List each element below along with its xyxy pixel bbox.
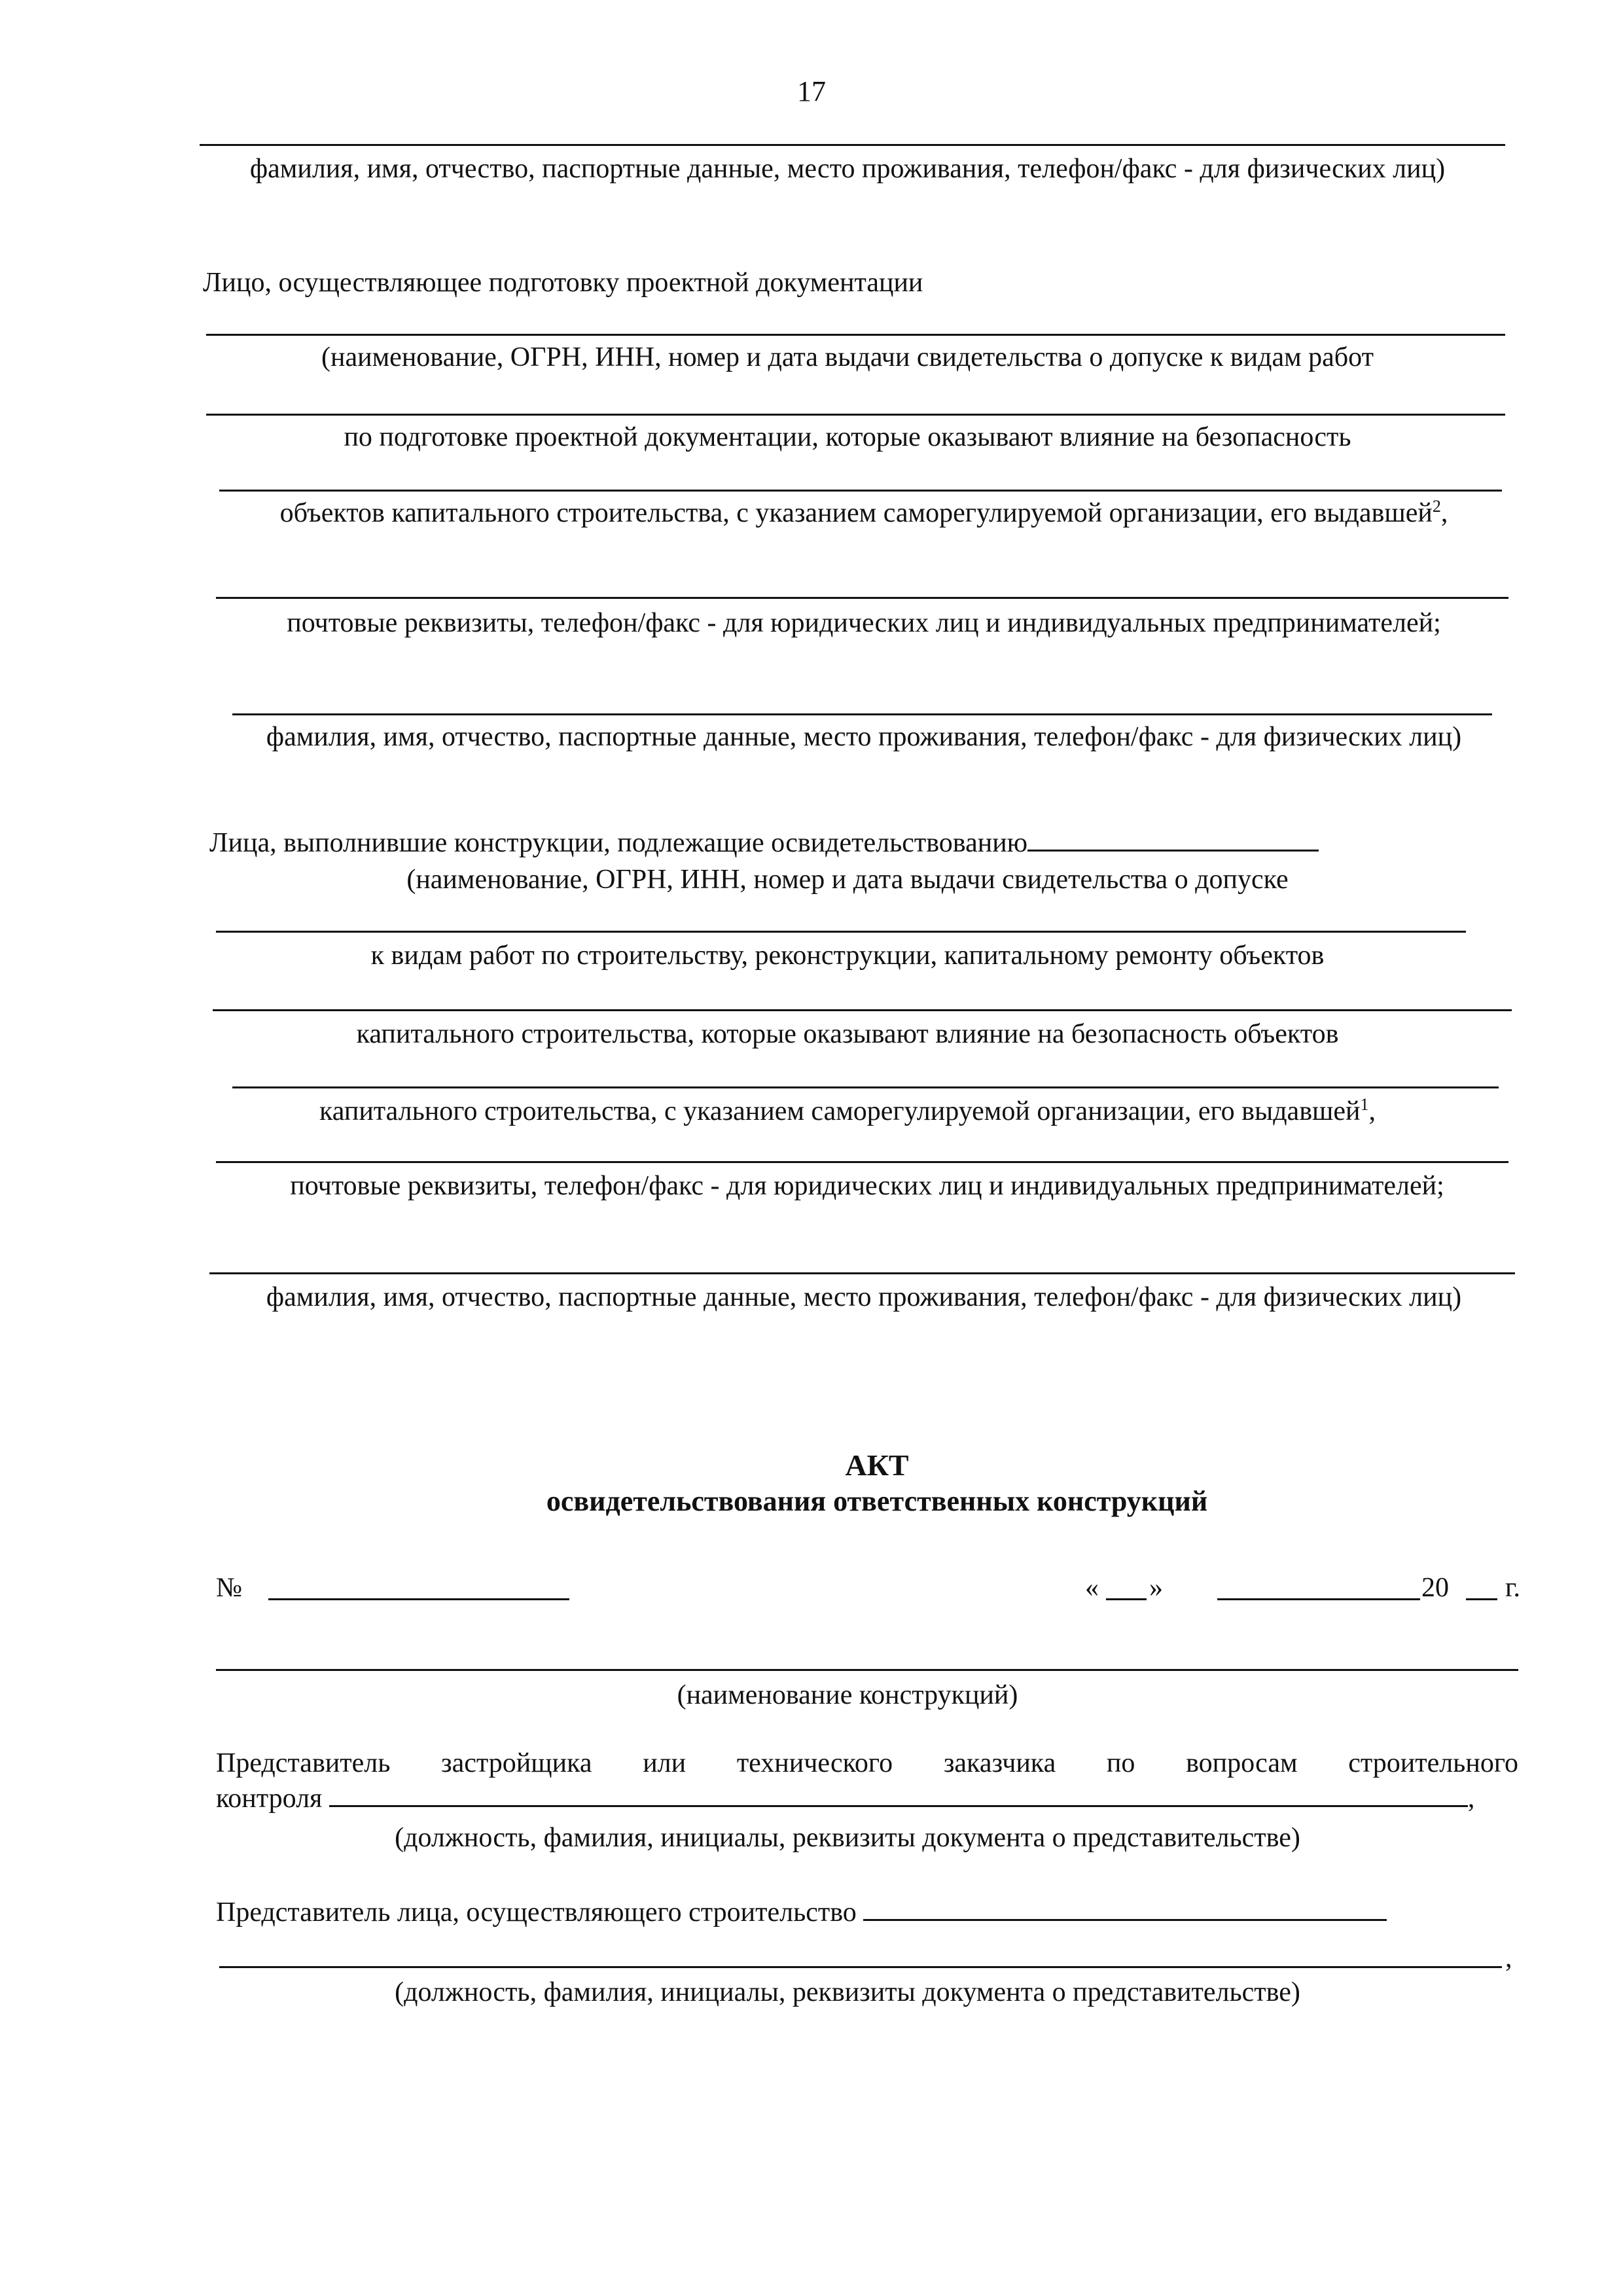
- customer-rep-label-line2: контроля: [216, 1784, 323, 1814]
- year-suffix: г.: [1505, 1573, 1520, 1603]
- act-title: АКТ: [845, 1448, 909, 1482]
- fill-line: [863, 1897, 1387, 1921]
- fill-line: [213, 1009, 1512, 1011]
- builder-rep-tail: ,: [1505, 1943, 1512, 1973]
- year-field: [1466, 1598, 1497, 1600]
- customer-rep-caption: (должность, фамилия, инициалы, реквизиты документа о представительстве): [395, 1823, 1300, 1853]
- builders-caption-6: фамилия, имя, отчество, паспортные данные, место проживания, телефон/факс - для физических лиц): [266, 1282, 1462, 1312]
- fill-line: [219, 490, 1502, 492]
- fill-line: [219, 1966, 1502, 1968]
- builders-caption-1: (наименование, ОГРН, ИНН, номер и дата выдачи свидетельства о допуске: [406, 865, 1289, 895]
- construction-caption: (наименование конструкций): [677, 1680, 1018, 1710]
- fill-line: [216, 1161, 1508, 1163]
- fill-line: [209, 1272, 1515, 1274]
- builders-caption-3: капитального строительства, которые оказывают влияние на безопасность объектов: [356, 1019, 1339, 1049]
- day-field: [1106, 1598, 1147, 1600]
- designer-caption-5: фамилия, имя, отчество, паспортные данные, место проживания, телефон/факс - для физических лиц): [266, 722, 1462, 752]
- builders-label: Лица, выполнившие конструкции, подлежащие освидетельствованию: [209, 828, 1028, 858]
- fill-line: [1027, 827, 1319, 852]
- builder-rep-caption: (должность, фамилия, инициалы, реквизиты документа о представительстве): [395, 1977, 1300, 2007]
- caption-physical-persons: фамилия, имя, отчество, паспортные данные, место проживания, телефон/факс - для физических лиц): [249, 154, 1446, 184]
- quote-open: «: [1085, 1573, 1099, 1603]
- act-subtitle: освидетельствования ответственных конструкций: [546, 1485, 1208, 1517]
- fill-line: [232, 713, 1492, 715]
- page-number: 17: [797, 75, 826, 107]
- fill-line: [216, 597, 1508, 599]
- act-number-sign: №: [216, 1573, 243, 1603]
- fill-line: [206, 334, 1505, 336]
- designer-caption-1: (наименование, ОГРН, ИНН, номер и дата выдачи свидетельства о допуске к видам работ: [321, 342, 1374, 372]
- fill-line: [206, 414, 1505, 416]
- act-number-field: [268, 1598, 569, 1600]
- fill-line: [232, 1086, 1499, 1088]
- builders-caption-4: капитального строительства, с указанием саморегулируемой организации, его выдавшей$^1$,: [319, 1095, 1376, 1126]
- construction-name-field: [216, 1669, 1518, 1671]
- customer-rep-label-line1: Представитель застройщика или технического заказчика по вопросам строительного: [216, 1748, 1518, 1778]
- fill-line: [200, 144, 1505, 146]
- fill-line: [216, 931, 1466, 933]
- builders-label-row: [209, 826, 1518, 861]
- year-prefix: 20: [1421, 1573, 1449, 1603]
- designer-label: Лицо, осуществляющее подготовку проектной документации: [203, 268, 923, 298]
- customer-rep-row: контроля ,: [216, 1784, 1475, 1814]
- fill-line: [329, 1783, 1468, 1807]
- builders-caption-2: к видам работ по строительству, реконструкции, капитальному ремонту объектов: [370, 941, 1325, 971]
- month-field: [1217, 1598, 1420, 1600]
- builders-caption-5: почтовые реквизиты, телефон/факс - для юридических лиц и индивидуальных предпринимателей;: [290, 1171, 1444, 1201]
- builder-rep-row: [216, 1895, 1525, 1931]
- designer-caption-2: по подготовке проектной документации, которые оказывают влияние на безопасность: [344, 422, 1351, 452]
- builder-rep-label: Представитель лица, осуществляющего строительство: [216, 1897, 857, 1928]
- designer-caption-4: почтовые реквизиты, телефон/факс - для юридических лиц и индивидуальных предпринимателей;: [287, 608, 1441, 638]
- quote-close: »: [1149, 1573, 1163, 1603]
- designer-caption-3: объектов капитального строительства, с указанием саморегулируемой организации, его выдавшей$^2$,: [279, 497, 1448, 528]
